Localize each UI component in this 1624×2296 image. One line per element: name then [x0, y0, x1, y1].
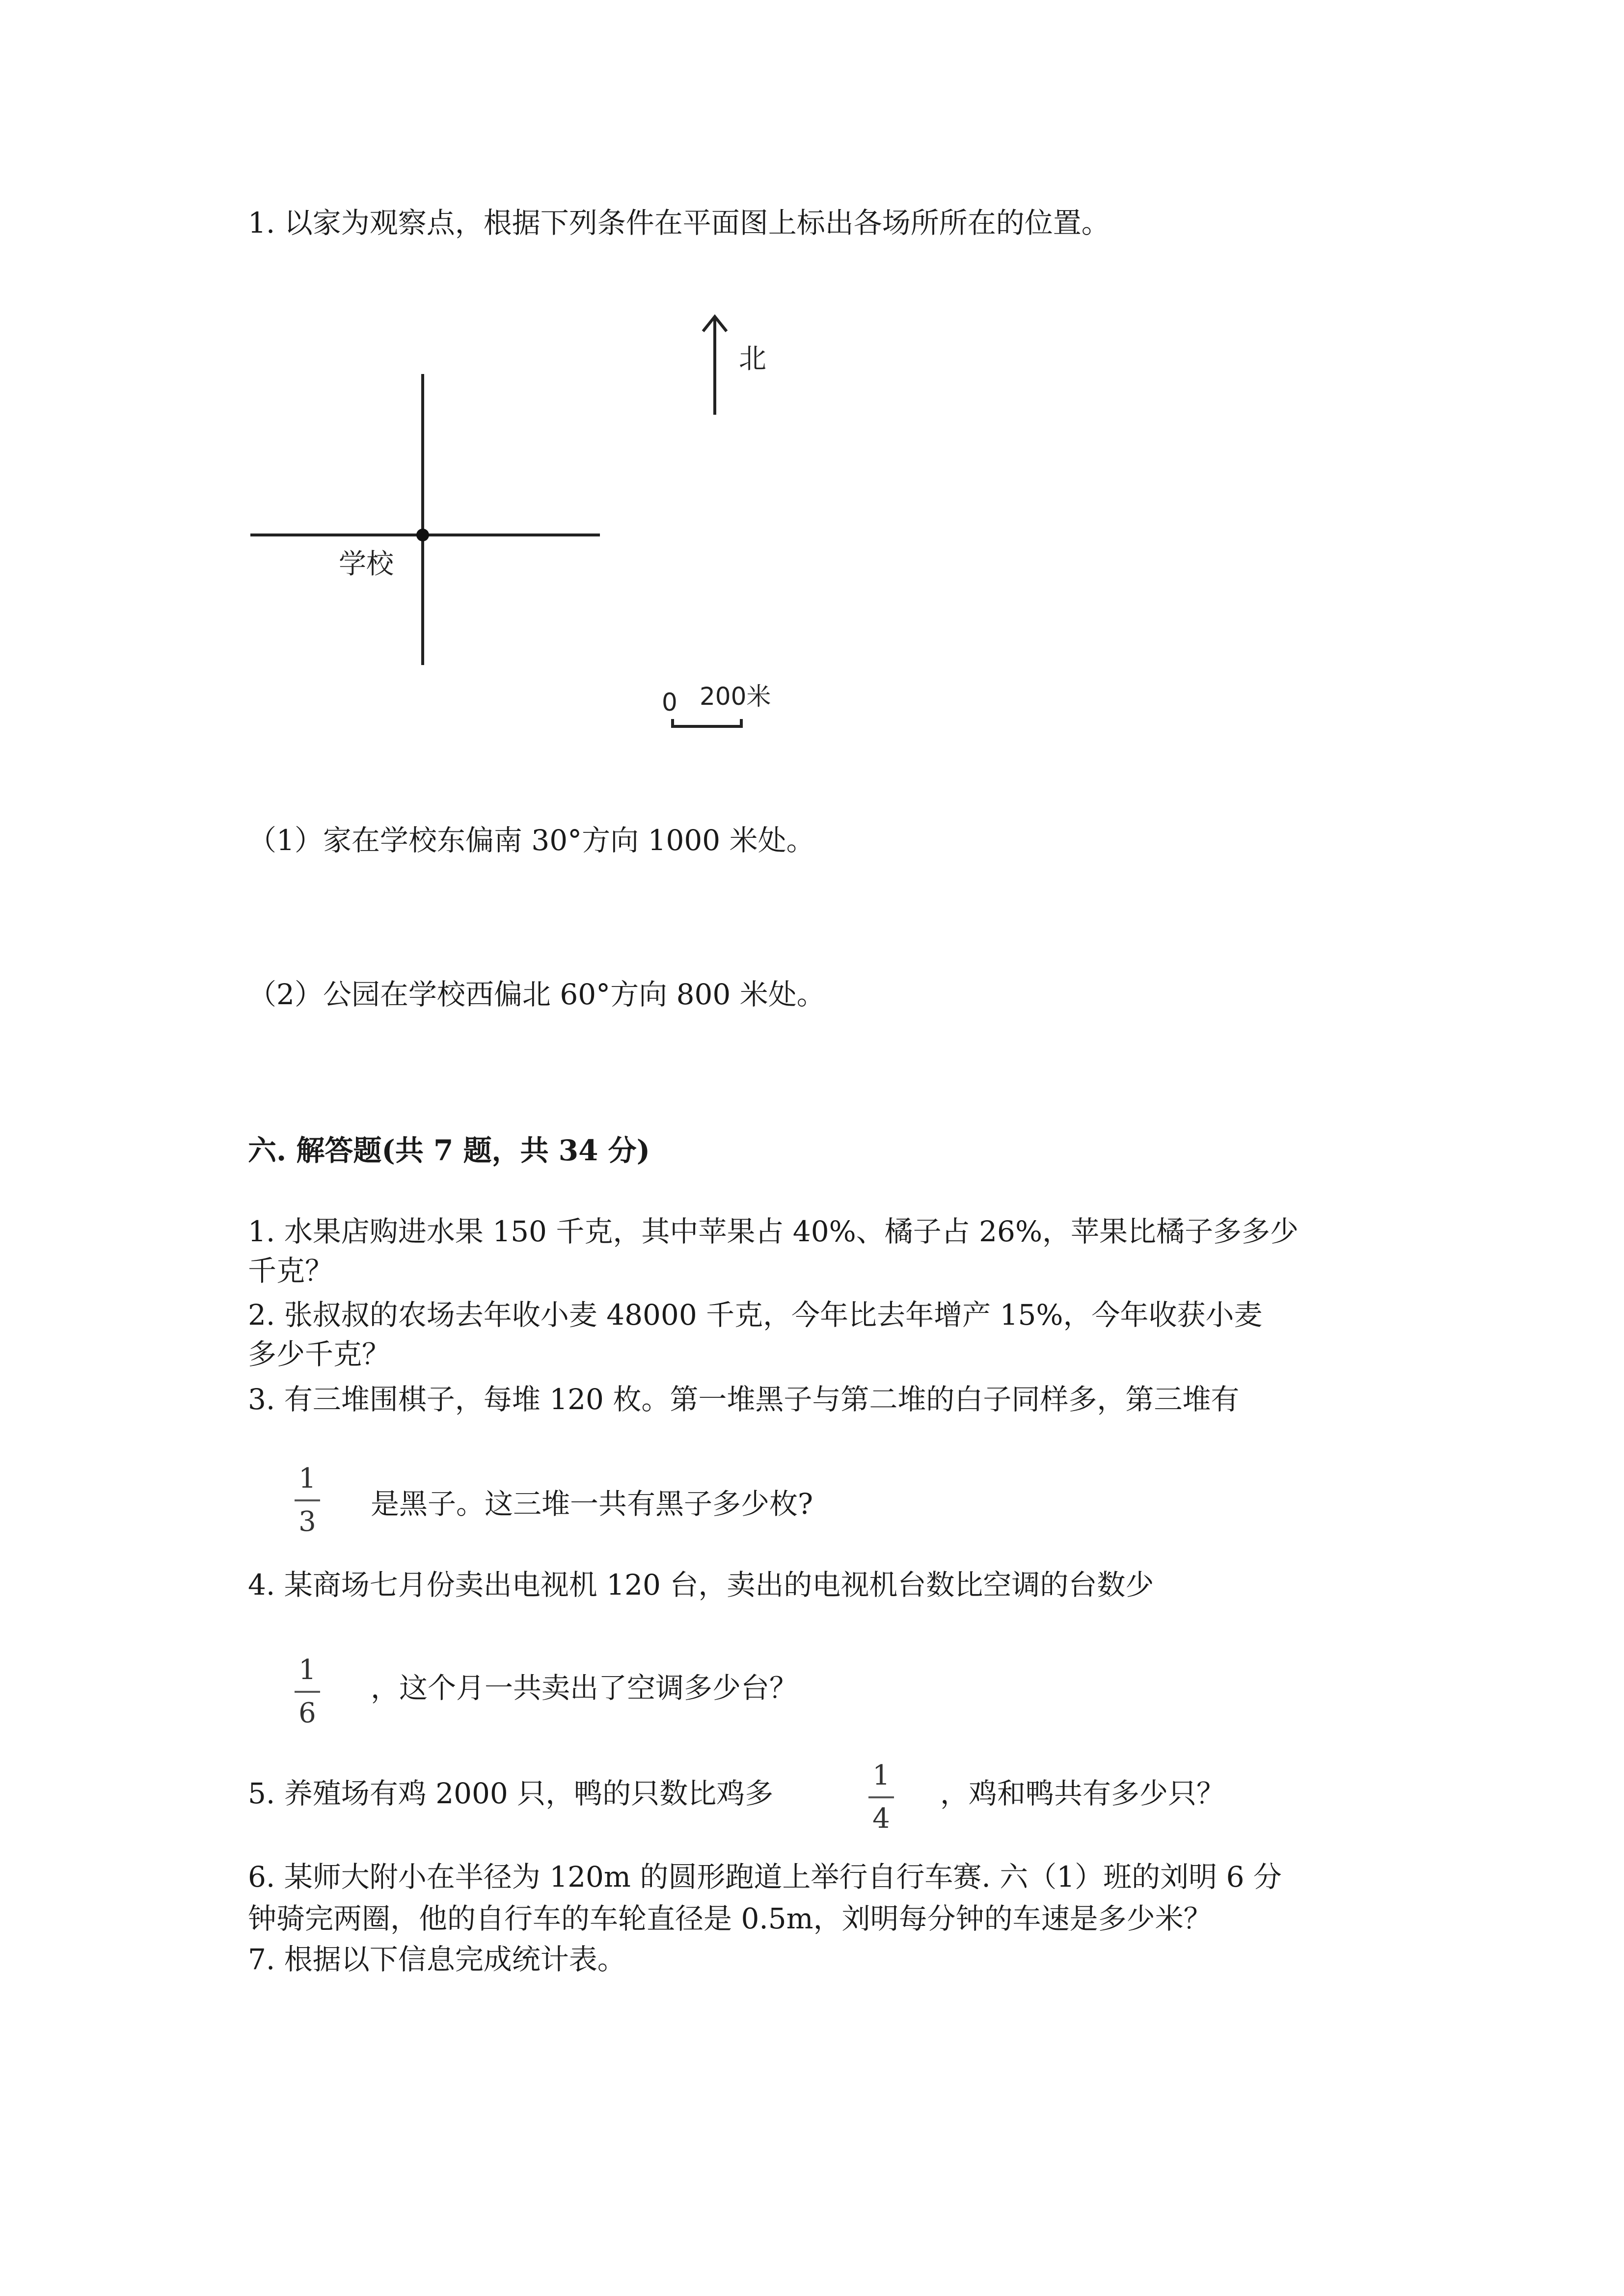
fraction-denominator: 4 — [872, 1803, 890, 1835]
school-label: 学校 — [339, 548, 394, 580]
fraction-numerator: 1 — [298, 1654, 316, 1686]
school-point — [416, 529, 429, 541]
problem-1-line-2: 千克？ — [248, 1254, 334, 1287]
fraction-denominator: 6 — [298, 1697, 316, 1729]
plan-map — [0, 0, 1624, 785]
fraction-bar — [868, 1796, 894, 1798]
fraction-denominator: 3 — [298, 1506, 316, 1538]
fraction-bar — [295, 1691, 320, 1693]
scale-bar — [673, 719, 741, 726]
problem-7-line-1: 7. 根据以下信息完成统计表。 — [248, 1943, 626, 1976]
north-arrow-icon — [703, 317, 727, 415]
problem-2-line-2: 多少千克？ — [248, 1337, 391, 1371]
problem-1-line-1: 1. 水果店购进水果 150 千克，其中苹果占 40%、橘子占 26%，苹果比橘子多多少 — [248, 1215, 1299, 1248]
sub-question-2: （2）公园在学校西偏北 60°方向 800 米处。 — [248, 978, 825, 1011]
sub-question-1: （1）家在学校东偏南 30°方向 1000 米处。 — [248, 824, 815, 857]
north-label: 北 — [739, 343, 766, 375]
problem-3-line-1: 3. 有三堆围棋子，每堆 120 枚。第一堆黑子与第二堆的白子同样多，第三堆有 — [248, 1383, 1240, 1416]
fraction-numerator: 1 — [298, 1463, 316, 1495]
problem-3-fraction — [293, 1465, 322, 1536]
question-intro: 1. 以家为观察点，根据下列条件在平面图上标出各场所所在的位置。 — [248, 206, 1110, 240]
fraction-bar — [295, 1499, 320, 1501]
problem-4-line-1: 4. 某商场七月份卖出电视机 120 台，卖出的电视机台数比空调的台数少 — [248, 1568, 1154, 1602]
fraction-numerator: 1 — [872, 1760, 890, 1791]
problem-4-fraction — [293, 1656, 322, 1727]
section-heading: 六. 解答题(共 7 题，共 34 分) — [248, 1134, 650, 1167]
scale-label: 200米 — [700, 682, 771, 711]
problem-5-fraction — [866, 1762, 896, 1833]
problem-5-text-b: ，鸡和鸭共有多少只？ — [940, 1777, 1225, 1810]
problem-2-line-1: 2. 张叔叔的农场去年收小麦 48000 千克，今年比去年增产 15%，今年收获小麦 — [248, 1298, 1263, 1332]
problem-4-line-2: ，这个月一共卖出了空调多少台？ — [371, 1671, 798, 1705]
problem-5-text-a: 5. 养殖场有鸡 2000 只，鸭的只数比鸡多 — [248, 1777, 774, 1810]
scale-zero: 0 — [662, 688, 677, 717]
problem-3-line-2: 是黑子。这三堆一共有黑子多少枚? — [371, 1487, 813, 1521]
problem-6-line-2: 钟骑完两圈，他的自行车的车轮直径是 0.5m，刘明每分钟的车速是多少米？ — [248, 1902, 1212, 1935]
problem-6-line-1: 6. 某师大附小在半径为 120m 的圆形跑道上举行自行车赛. 六（1）班的刘明 6 分 — [248, 1860, 1282, 1894]
